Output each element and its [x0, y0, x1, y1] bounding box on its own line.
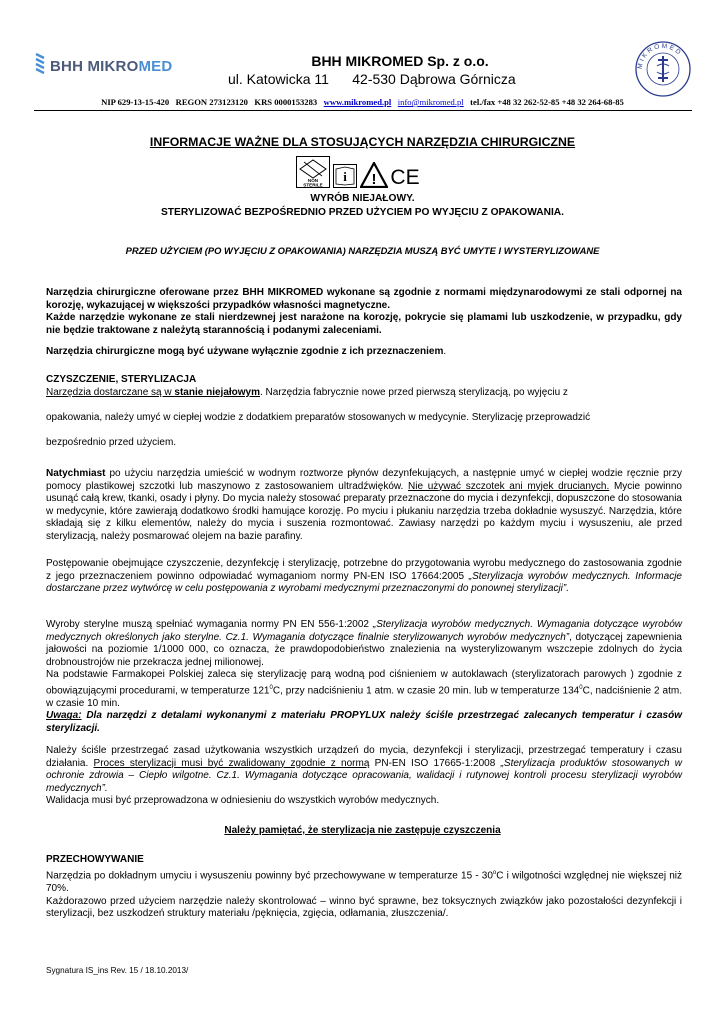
document-signature-footer: Sygnatura IS_ins Rev. 15 / 18.10.2013/: [46, 966, 189, 975]
intro-paragraph: Narzędzia chirurgiczne oferowane przez BHH MIKROMED wykonane są zgodnie z normami międzynarodowymi ze stali odpornej na korozję, wykazującej w większości przypadków własności magnetyczne. Każde narzędzie wykonane ze stali nierdzewnej jest narażone na korozję, pokrycie się plamami lub uszkodzenie, w przypadku, gdy nie będzie traktowane z należytą starannością i podanymi zaleceniami.: [46, 287, 682, 336]
instructions-info-icon: [333, 164, 357, 193]
storage-paragraph: Narzędzia po dokładnym umyciu i wysuszeniu powinny być przechowywane w temperaturze 15 - 30$^o$C i wilgotności względnej nie większej niż 70%. Każdorazowo przed użyciem narzędzie należy skontrolować – winno być sprawne, bez toksycznych związków jako pozostałości dezynfekcji i sterylizacji, bez uszkodzeń struktury materiału /pęknięcia, zgięcia, odłamania, złuszczenia/.: [46, 870, 683, 920]
cleaning-line-1: Narzędzia dostarczane są w stanie niejałowym. Narzędzia fabrycznie nowe przed pierwszą sterylizacją, po wyjęciu z: [46, 387, 568, 398]
company-registration-line: [0, 97, 725, 107]
sterilize-notice: STERYLIZOWAĆ BEZPOŚREDNIO PRZED UŻYCIEM PO WYJĘCIU Z OPAKOWANIA.: [161, 207, 564, 218]
krs-number: KRS 0000153283: [254, 97, 318, 107]
phone-fax: tel./fax +48 32 262-52-85 +48 32 264-68-85: [470, 97, 624, 107]
regulatory-symbols: [296, 156, 419, 193]
svg-text:!: !: [371, 171, 377, 188]
ce-mark-icon: [391, 164, 419, 193]
company-address: ul. Katowicka 11 42-530 Dąbrowa Górnicza: [228, 71, 516, 87]
website-link[interactable]: www.mikromed.pl: [323, 97, 392, 107]
nip-number: NIP 629-13-15-420: [101, 97, 170, 107]
non-sterile-icon: [296, 156, 330, 193]
cleaning-line-2: opakowania, należy umyć w ciepłej wodzie z dodatkiem preparatów stosowanych w medycynie. Sterylizację przeprowadzić: [46, 412, 591, 423]
svg-text:i: i: [343, 169, 347, 184]
procedure-paragraph: Postępowanie obejmujące czyszczenie, dezynfekcję i sterylizację, potrzebne do przygotowania wyrobu medycznego do zastosowania zgodnie z jego przeznaczeniem powinno odpowiadać wymaganiom normy PN-EN ISO 17664:2005 „Sterylizacja wyrobów medycznych. Informacje dostarczane przez wytwórcę w celu postępowania z wyrobami medycznymi przeznaczonymi do ponownej sterylizacji”.: [46, 558, 682, 595]
intended-use-paragraph: Narzędzia chirurgiczne mogą być używane wyłącznie zgodnie z ich przeznaczeniem.: [46, 346, 447, 357]
logo-text: BHH MIKROMED: [50, 58, 173, 75]
warning-icon: [360, 162, 388, 193]
company-logo: [34, 52, 172, 81]
svg-text:NON: NON: [307, 178, 319, 183]
before-use-notice: PRZED UŻYCIEM (PO WYJĘCIU Z OPAKOWANIA) NARZĘDZIA MUSZĄ BYĆ UMYTE I WYSTERYLIZOWANE: [125, 245, 600, 256]
regon-number: REGON 273123120: [175, 97, 248, 107]
email-link[interactable]: info@mikromed.pl: [397, 97, 464, 107]
company-name: BHH MIKROMED Sp. z o.o.: [311, 53, 489, 69]
helix-logo-icon: [34, 52, 46, 81]
svg-text:STERILE: STERILE: [303, 182, 323, 188]
svg-text:CE: CE: [391, 166, 419, 188]
principles-paragraph: Należy ściśle przestrzegać zasad użytkowania wszystkich urządzeń do mycia, dezynfekcji i sterylizacji, przestrzegać temperatury i czasu działania. Proces sterylizacji musi być zwalidowany zgodnie z normą PN-EN ISO 17665-1:2008 „Sterylizacja produktów stosowanych w ochronie zdrowia – Ciepło wilgotne. Cz.1. Wymagania dotyczące opracowania, walidacji i rutynowej kontroli procesu sterylizacji wyrobów medycznych”. Walidacja musi być przeprowadzona w odniesieniu do wszystkich wyrobów medycznych.: [46, 745, 682, 807]
sterile-paragraph: Wyroby sterylne muszą spełniać wymagania normy PN EN 556-1:2002 „Sterylizacja wyrobów medycznych. Wymagania dotyczące wyrobów medycznych określonych jako sterylne. Cz.1. Wymagania dotyczące finalnie sterylizowanych wyrobów medycznych”, dotyczącej zapewnienia jałowości na poziomie 1/1000 000, co oznacza, że prawdopodobieństwo znalezienia na wysterylizowanym wszczepie zdolnych do życia drobnoustrojów nie przekracza jednej milionowej. Na podstawie Farmakopei Polskiej zaleca się sterylizację parą wodną pod ciśnieniem w autoklawach (sterylizatorach parowych ) zgodnie z obowiązującymi procedurami, w temperaturze $121^0C$, przy nadciśnieniu 1 atm. w czasie 20 min. lub w temperaturze $134^0C$, nadciśnienie 2 atm. w czasie 10 min. Uwaga: Dla narzędzi z detalami wykonanymi z materiału PROPYLUX należy ściśle przestrzegać zalecanych temperatur i czasów sterylizacji.: [46, 619, 682, 735]
svg-text:MIKROMED: MIKROMED: [636, 42, 684, 70]
storage-heading: PRZECHOWYWANIE: [46, 854, 144, 865]
header-divider: [34, 110, 692, 111]
immediately-paragraph: Natychmiast po użyciu narzędzia umieścić w wodnym roztworze płynów dezynfekujących, a następnie umyć w ciepłej wodzie ręcznie przy pomocy plastikowej szczotki lub maszynowo z zastosowaniem ultradźwięków. Nie używać szczotek ani myjek drucianych. Mycie powinno usunąć całą krew, tkanki, osady i płyny. Do mycia należy stosować preparaty przeznaczone do mycia i dezynfekcji, dopuszczone do stosowania w medycynie, które zawierają dodatkowo środki hamujące korozję. Po myciu i płukaniu narzędzia trzeba dokładnie wysuszyć. Narzędzia, które składają się z kilku elementów, należy do mycia i suszenia rozmontować. Zawiasy narzędzi po każdym myciu i wysuszeniu, ale przed sterylizacją, należy posmarować olejem na bazie parafiny.: [46, 468, 682, 542]
company-seal-icon: [634, 40, 692, 98]
reminder-notice: Należy pamiętać, że sterylizacja nie zastępuje czyszczenia: [224, 825, 501, 836]
non-sterile-notice: WYRÓB NIEJAŁOWY.: [310, 193, 415, 204]
page-title: INFORMACJE WAŻNE DLA STOSUJĄCYCH NARZĘDZIA CHIRURGICZNE: [149, 135, 576, 149]
cleaning-line-3: bezpośrednio przed użyciem.: [46, 437, 177, 448]
cleaning-heading: CZYSZCZENIE, STERYLIZACJA: [46, 374, 197, 385]
